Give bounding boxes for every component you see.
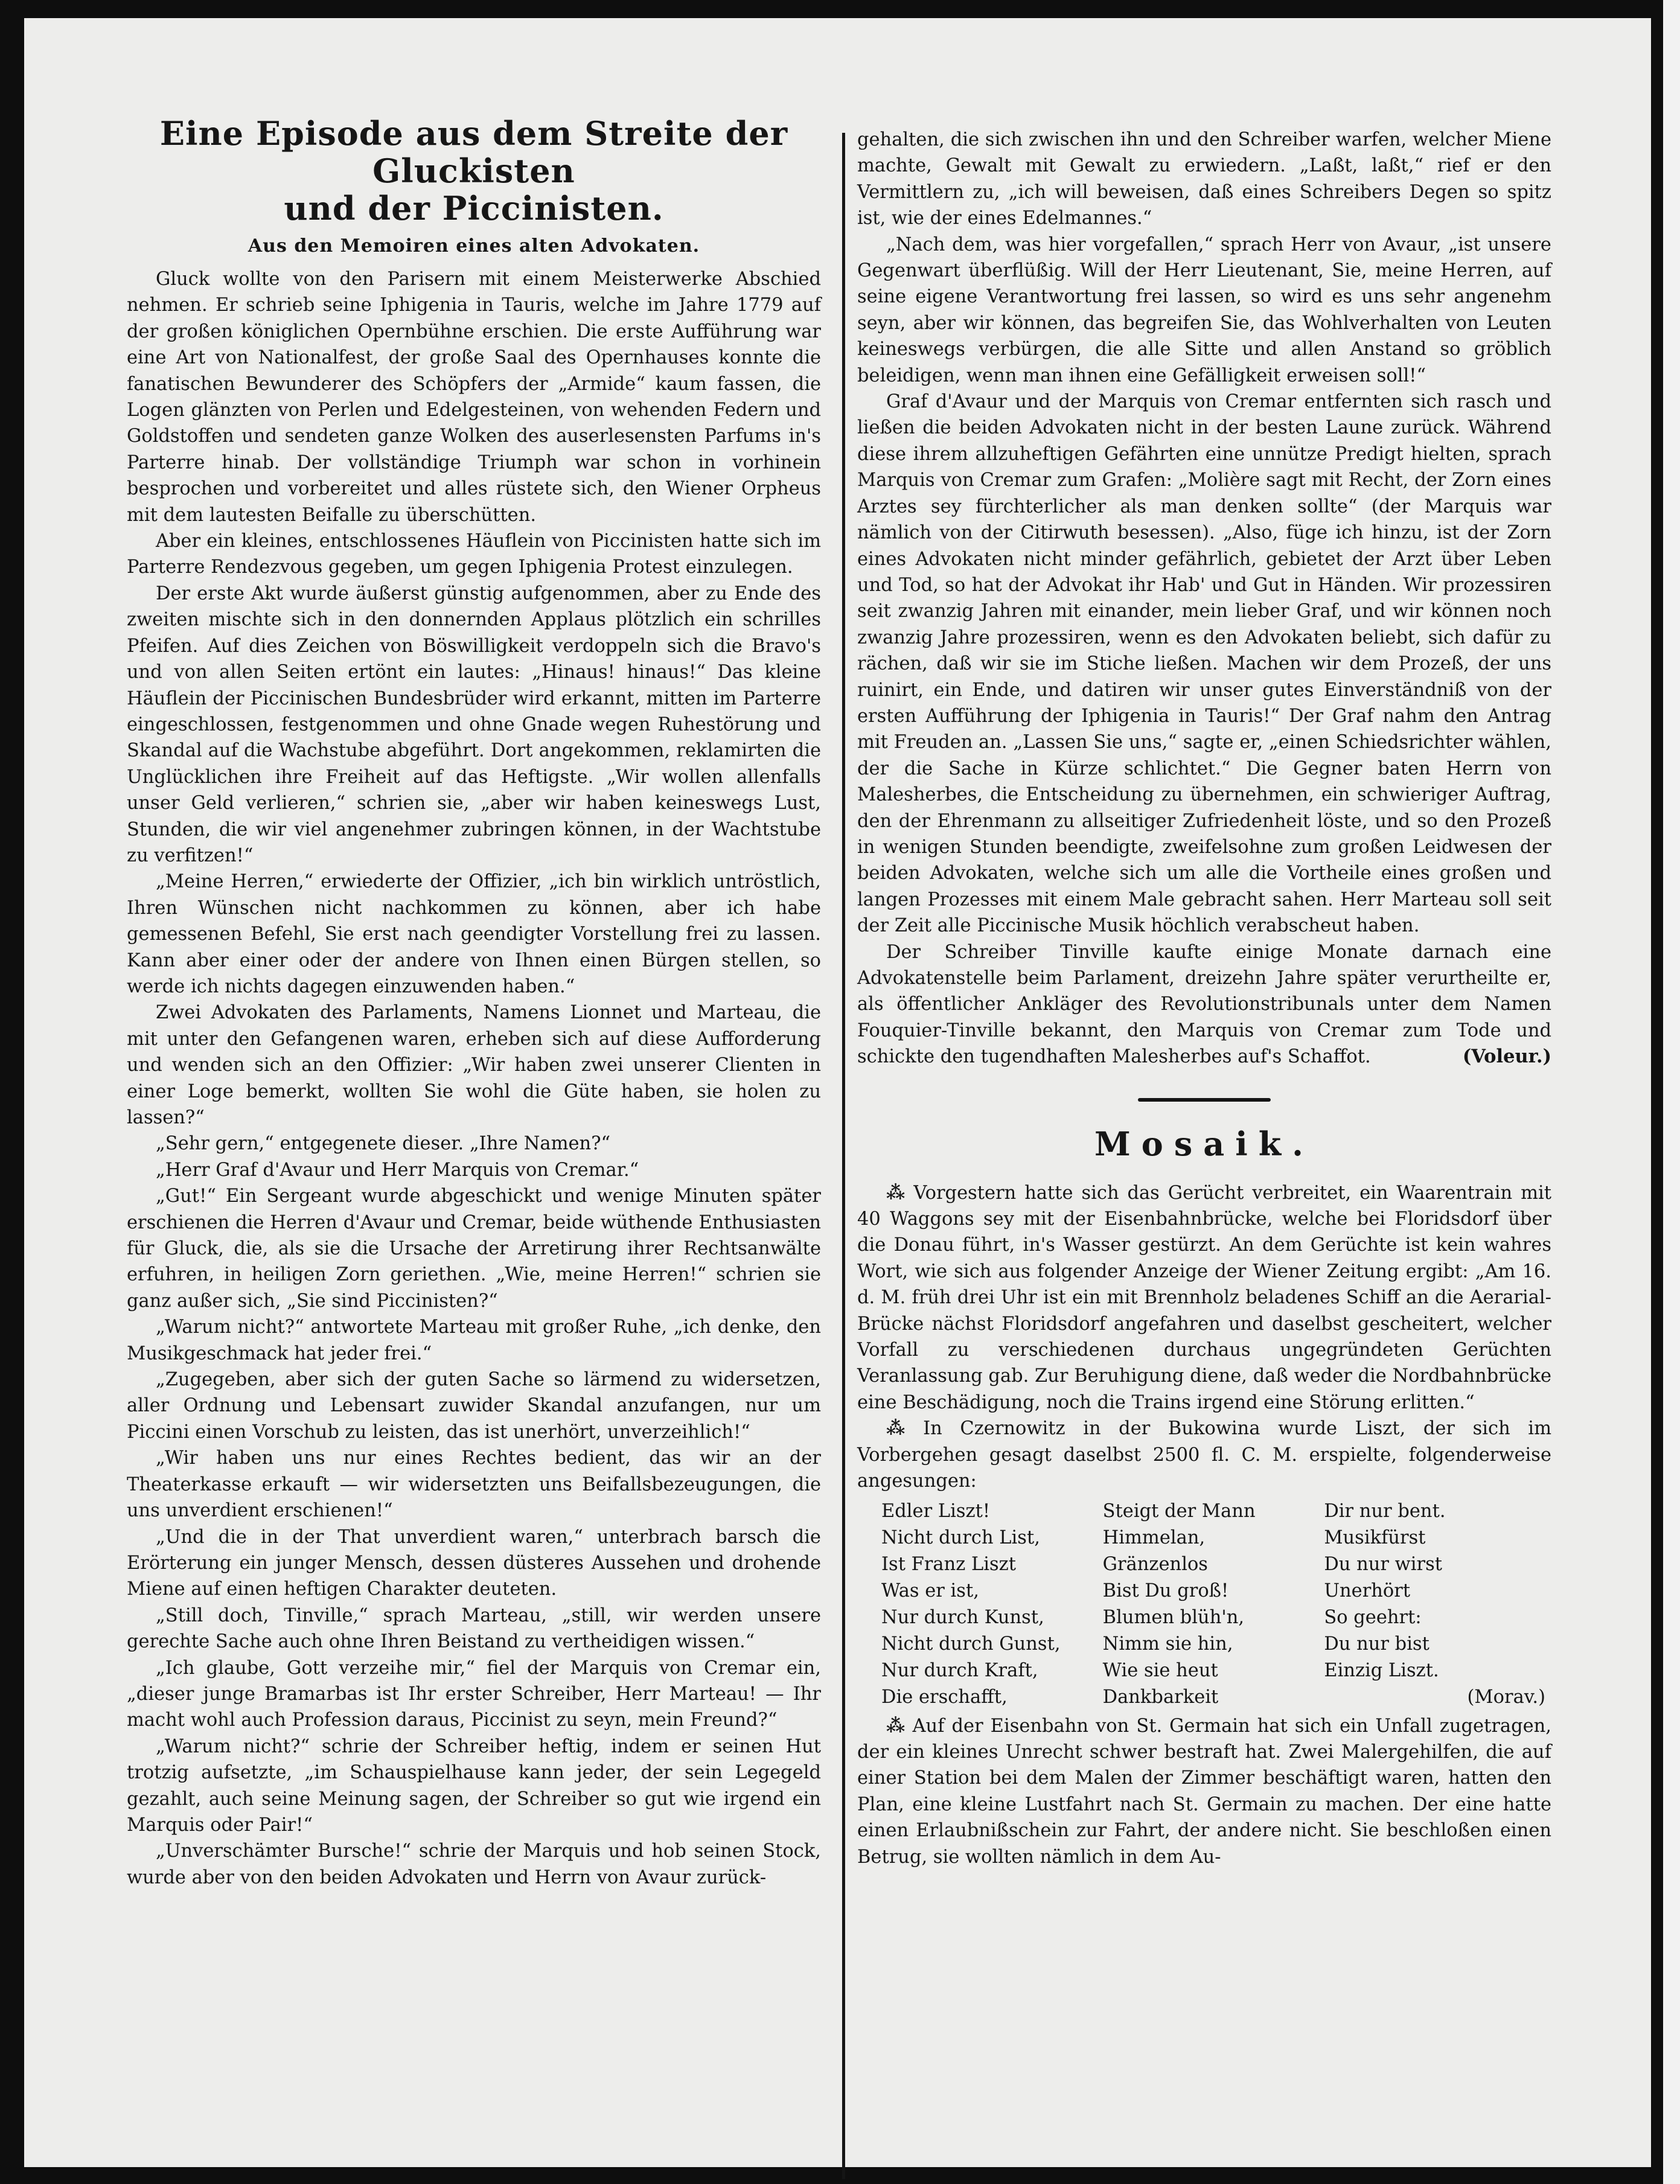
poem-cell: Wie sie heut — [1102, 1659, 1218, 1681]
asterism-icon: ⁂ — [886, 1181, 908, 1204]
poem-cell: Unerhört — [1324, 1580, 1411, 1601]
column-rule — [842, 133, 845, 2179]
poem — [881, 1498, 1545, 1711]
paragraph: „Zugegeben, aber sich der guten Sache so lärmend zu widersetzen, aller Ordnung und Lebensart zuwider Skandal anzufangen, nur um Piccini einen Vorschub zu leisten, das ist unerhört, unverzeihlich!“ — [127, 1369, 821, 1443]
paragraph: „Wir haben uns nur eines Rechtes bedient, das wir an der Theaterkasse erkauft — wir widersetzten uns Beifallsbezeugungen, die uns unverdient erschienen!“ — [127, 1448, 821, 1522]
poem-row — [881, 1498, 1545, 1525]
paragraph: „Herr Graf d'Avaur und Herr Marquis von Cremar.“ — [156, 1159, 639, 1181]
poem-row — [881, 1631, 1545, 1658]
poem-row — [881, 1551, 1545, 1578]
paragraph: Graf d'Avaur und der Marquis von Cremar entfernten sich rasch und ließen die beiden Advokaten nicht in der besten Laune zurück. Während diese ihrem allzuheftigen Gefährten eine unnütze Predigt hielten, sprach Marquis von Cremar zum Grafen: „Molière sagt mit Recht, der Zorn eines Arztes sey fürchterlicher als man denken sollte“ (der Marquis war nämlich von der Citirwuth besessen). „Also, füge ich hinzu, ist der Zorn eines Advokaten nicht minder gefährlich, gebietet der Arzt über Leben und Tod, so hat der Advokat ihr Hab' und Gut in Händen. Wir prozessiren seit zwanzig Jahren mit einander, mein lieber Graf, und wir können noch zwanzig Jahre prozessiren, wenn es den Advokaten beliebt, sich dafür zu rächen, daß wir sie im Stiche ließen. Machen wir dem Prozeß, der uns ruinirt, ein Ende, und datiren wir unser gutes Einverständniß von der ersten Aufführung der Iphigenia in Tauris!“ Der Graf nahm den Antrag mit Freuden an. „Lassen Sie uns,“ sagte er, „einen Schiedsrichter wählen, der die Sache in Kürze schlichtet.“ Die Gegner baten Herrn von Malesherbes, die Entscheidung zu übernehmen, ein schwieriger Auftrag, den der Ehrenmann zu allseitiger Zufriedenheit löste, und so den Prozeß in wenigen Stunden beendigte, zweifelsohne zum großen Leidwesen der beiden Advokaten, welche sich um alle die Vortheile eines großen und langen Prozesses mit einem Male gebracht sahen. Herr Marteau soll seit der Zeit alle Piccinische Musik höchlich verabscheut haben. — [857, 391, 1551, 937]
poem-cell: Nimm sie hin, — [1102, 1633, 1233, 1655]
poem-cell: Du nur bist — [1324, 1633, 1429, 1655]
poem-cell: Was er ist, — [881, 1580, 979, 1601]
poem-cell: Musikfürst — [1324, 1527, 1426, 1548]
poem-cell: Du nur wirst — [1324, 1553, 1443, 1575]
poem-row — [881, 1658, 1545, 1684]
article-title-line1: Eine Episode aus dem Streite der Gluckisten — [159, 114, 788, 190]
article-title-line2: und der Piccinisten. — [284, 189, 664, 228]
news-item — [857, 1180, 1551, 1416]
article-signature: (Voleur.) — [1462, 1046, 1551, 1068]
news-item-text: In Czernowitz in der Bukowina wurde Liszt, der sich im Vorbergehen gesagt daselbst 2500 fl. C. M. erspielte, folgenderweise angesungen: — [857, 1418, 1551, 1492]
poem-row — [881, 1604, 1545, 1631]
paragraph: „Und die in der That unverdient waren,“ unterbrach barsch die Erörterung ein junger Mensch, dessen düsteres Aussehen und drohende Miene auf einen heftigen Charakter deuteten. — [127, 1526, 821, 1600]
news-item — [857, 1713, 1551, 1870]
paragraph-continued: gehalten, die sich zwischen ihn und den Schreiber warfen, welcher Miene machte, Gewalt mit Gewalt zu erwiedern. „Laßt, laßt,“ rief er den Vermittlern zu, „ich will beweisen, daß eines Schreibers Degen so spitz ist, wie der eines Edelmannes.“ — [857, 129, 1551, 229]
news-item-text: Vorgestern hatte sich das Gerücht verbreitet, ein Waarentrain mit 40 Waggons sey mit der Eisenbahnbrücke, welche bei Floridsdorf über die Donau führt, in's Wasser gestürzt. An dem Gerüchte ist kein wahres Wort, wie sich aus folgender Anzeige der Wiener Zeitung ergibt: „Am 16. d. M. früh drei Uhr ist ein mit Brennholz beladenes Schiff an die Aerarial-Brücke nächst Floridsdorf angefahren und daselbst gescheitert, welcher Vorfall zu verschiedenen durchaus ungegründeten Gerüchten Veranlassung gab. Zur Beruhigung diene, daß weder die Nordbahnbrücke eine Beschädigung, noch die Trains irgend eine Störung erlitten.“ — [857, 1182, 1552, 1413]
poem-row — [881, 1578, 1545, 1604]
poem-cell: Steigt der Mann — [1102, 1500, 1256, 1522]
poem-cell: Dankbarkeit — [1102, 1686, 1219, 1708]
poem-cell: Die erschafft, — [881, 1686, 1008, 1708]
poem-cell: Edler Liszt! — [881, 1500, 991, 1522]
news-item-text: Auf der Eisenbahn von St. Germain hat sich ein Unfall zugetragen, der ein kleines Unrecht schwer bestraft hat. Zwei Malergehilfen, die auf einer Station bei dem Malen der Zimmer beschäftigt waren, hatten den Plan, eine kleine Lustfahrt nach St. Germain zu machen. Der eine hatte einen Erlaubnißschein zur Fahrt, der andere nicht. Sie beschloßen einen Betrug, sie wollten nämlich in dem Au- — [857, 1715, 1551, 1868]
poem-cell: Ist Franz Liszt — [881, 1553, 1016, 1575]
paragraph: Zwei Advokaten des Parlaments, Namens Lionnet und Marteau, die mit unter den Gefangenen waren, erheben sich auf diese Aufforderung und wenden sich an den Offizier: „Wir haben zwei unserer Clienten in einer Loge bemerkt, wollten Sie wohl die Güte haben, sie holen zu lassen?“ — [127, 1002, 821, 1128]
paragraph: „Nach dem, was hier vorgefallen,“ sprach Herr von Avaur, „ist unsere Gegenwart überflüßig. Will der Herr Lieutenant, Sie, meine Herren, auf seine eigene Verantwortung frei lassen, so wird es uns sehr angenehm seyn, aber wir können, das begreifen Sie, das Wohlverhalten von Leuten keineswegs verbürgen, die alle Sitte und allen Anstand so gröblich beleidigen, wenn man ihnen eine Gefälligkeit erweisen soll!“ — [857, 234, 1551, 386]
poem-cell: Dir nur bent. — [1324, 1500, 1446, 1522]
paragraph: „Ich glaube, Gott verzeihe mir,“ fiel der Marquis von Cremar ein, „dieser junge Bramarbas ist Ihr erster Schreiber, Herr Marteau! — Ihr macht wohl auch Profession daraus, Piccinist zu seyn, mein Freund?“ — [127, 1657, 821, 1731]
paragraph-final-text: Der Schreiber Tinville kaufte einige Monate darnach eine Advokatenstelle beim Parlament, dreizehn Jahre später verurtheilte er, als öffentlicher Ankläger des Revolutionstribunals unter dem Namen Fouquier-Tinville bekannt, den Marquis von Cremar zum Tode und schickte den tugendhaften Malesherbes auf's Schaffot. — [857, 941, 1551, 1068]
poem-cell: Nur durch Kraft, — [881, 1659, 1038, 1681]
paragraph: „Meine Herren,“ erwiederte der Offizier, „ich bin wirklich untröstlich, Ihren Wünschen nicht nachkommen zu können, aber ich habe gemessenen Befehl, Sie erst nach geendigter Vorstellung frei zu lassen. Kann aber einer oder der andere von Ihnen einen Bürgen stellen, so werde ich nichts dagegen einzuwenden haben.“ — [127, 871, 821, 997]
paragraph: Der erste Akt wurde äußerst günstig aufgenommen, aber zu Ende des zweiten mischte sich in den donnernden Applaus plötzlich ein schrilles Pfeifen. Auf dies Zeichen von Böswilligkeit verdoppeln sich die Bravo's und von allen Seiten ertönt ein lautes: „Hinaus! hinaus!“ Das kleine Häuflein der Piccinischen Bundesbrüder wird erkannt, mitten im Parterre eingeschlossen, festgenommen und ohne Gnade wegen Ruhestörung und Skandal auf die Wachstube abgeführt. Dort angekommen, reklamirten die Unglücklichen ihre Freiheit auf das Heftigste. „Wir wollen allenfalls unser Geld verlieren,“ schrien sie, „aber wir haben keineswegs Lust, Stunden, die wir viel angenehmer zubringen können, in der Wachtstube zu verfitzen!“ — [127, 583, 821, 866]
poem-row — [881, 1684, 1545, 1711]
paragraph: „Gut!“ Ein Sergeant wurde abgeschickt und wenige Minuten später erschienen die Herren d'Avaur und Cremar, beide wüthende Enthusiasten für Gluck, die, als sie die Ursache der Arretirung ihrer Rechtsanwälte erfuhren, in heiligen Zorn geriethen. „Wie, meine Herren!“ schrien sie ganz außer sich, „Sie sind Piccinisten?“ — [127, 1186, 821, 1312]
section-title: Mosaik. — [1094, 1124, 1314, 1163]
asterism-icon: ⁂ — [886, 1417, 918, 1440]
poem-row — [881, 1525, 1545, 1551]
article-subtitle: Aus den Memoiren eines alten Advokaten. — [248, 235, 700, 257]
poem-cell: Nicht durch List, — [881, 1527, 1040, 1548]
paragraph: „Still doch, Tinville,“ sprach Marteau, „still, wir werden unsere gerechte Sache auch ohne Ihren Beistand zu vertheidigen wissen.“ — [127, 1604, 821, 1653]
article-title — [127, 115, 821, 227]
paragraph: Aber ein kleines, entschlossenes Häuflein von Piccinisten hatte sich im Parterre Rendezvous gegeben, um gegen Iphigenia Protest einzulegen. — [127, 531, 821, 578]
scan-edge — [1663, 0, 1680, 2184]
poem-cell: Himmelan, — [1102, 1527, 1206, 1548]
poem-attribution: (Morav.) — [1467, 1686, 1545, 1708]
poem-cell: Bist Du groß! — [1102, 1580, 1229, 1601]
poem-cell: Nicht durch Gunst, — [881, 1633, 1061, 1655]
poem-cell: Blumen blüh'n, — [1102, 1606, 1245, 1628]
paragraph: „Warum nicht?“ antwortete Marteau mit großer Ruhe, „ich denke, den Musikgeschmack hat jeder frei.“ — [127, 1317, 821, 1364]
paragraph: „Unverschämter Bursche!“ schrie der Marquis und hob seinen Stock, wurde aber von den beiden Advokaten und Herrn von Avaur zurück- — [127, 1841, 821, 1888]
asterism-icon: ⁂ — [886, 1714, 907, 1737]
section-divider — [1138, 1098, 1271, 1102]
right-column — [857, 115, 1551, 1870]
news-item — [857, 1416, 1551, 1494]
poem-cell: So geehrt: — [1324, 1606, 1422, 1628]
poem-cell: Nur durch Kunst, — [881, 1606, 1044, 1628]
paragraph: „Sehr gern,“ entgegenete dieser. „Ihre Namen?“ — [156, 1133, 611, 1155]
paragraph: „Warum nicht?“ schrie der Schreiber heftig, indem er seinen Hut trotzig aufsetzte, „im Schauspielhause kann jeder, der sein Legegeld gezahlt, auch seine Meinung sagen, der Schreiber so gut wie irgend ein Marquis oder Pair!“ — [127, 1735, 821, 1836]
poem-cell: Gränzenlos — [1102, 1553, 1208, 1575]
paragraph-final — [857, 939, 1551, 1070]
paragraph: Gluck wollte von den Parisern mit einem Meisterwerke Abschied nehmen. Er schrieb seine Iphigenia in Tauris, welche im Jahre 1779 auf der großen königlichen Opernbühne erschien. Die erste Aufführung war eine Art von Nationalfest, der große Saal des Opernhauses konnte die fanatischen Bewunderer des Schöpfers der „Armide“ kaum fassen, die Logen glänzten von Perlen und Edelgesteinen, von wehenden Federn und Goldstoffen und sendeten ganze Wolken des auserlesensten Parfums in's Parterre hinab. Der vollständige Triumph war schon in vorhinein besprochen und vorbereitet und alles rüstete sich, den Wiener Orpheus mit dem lautesten Beifalle zu überschütten. — [127, 269, 821, 526]
left-column — [127, 115, 821, 1891]
poem-cell: Einzig Liszt. — [1324, 1659, 1439, 1681]
